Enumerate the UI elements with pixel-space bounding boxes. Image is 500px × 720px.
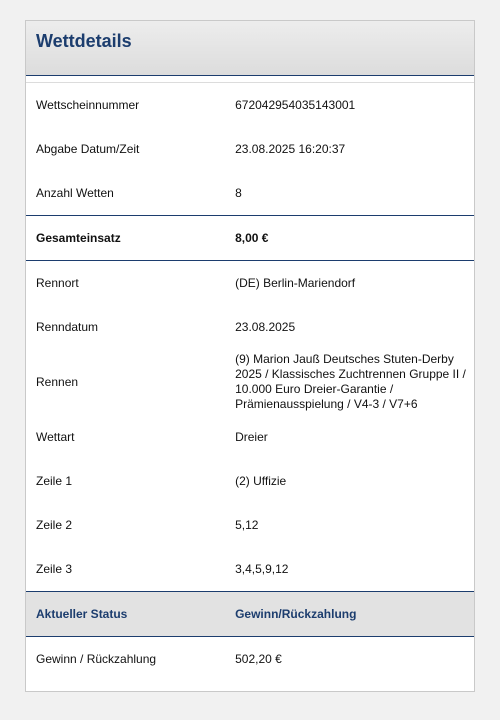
total-stake-label: Gesamteinsatz [36, 231, 121, 245]
payout-value: 502,20 € [235, 651, 282, 666]
line1-value: (2) Uffizie [235, 473, 287, 488]
venue-row [26, 261, 474, 305]
card-header [26, 21, 474, 76]
current-status-label: Aktueller Status [36, 607, 128, 621]
line3-label: Zeile 3 [36, 562, 73, 576]
race-label: Rennen [36, 375, 79, 389]
header-divider [26, 76, 474, 83]
line3-value: 3,4,5,9,12 [235, 561, 289, 576]
bet-details-card [25, 20, 475, 692]
bet-type-row [26, 415, 474, 459]
payout-label: Gewinn / Rückzahlung [36, 652, 157, 666]
line2-label: Zeile 2 [36, 518, 73, 532]
bet-count-label: Anzahl Wetten [36, 186, 114, 200]
line2-row [26, 503, 474, 547]
bet-count-value: 8 [235, 185, 242, 200]
race-value: (9) Marion Jauß Deutsches Stuten-Derby 2025 / Klassisches Zuchtrennen Gruppe II / 10.000 Euro Dreier-Garantie / Prämienausspielung / V4-3 / V7+6 [235, 352, 466, 411]
payout-row [26, 637, 474, 681]
line3-row [26, 547, 474, 591]
bet-type-value: Dreier [235, 429, 268, 444]
total-stake-row [26, 215, 474, 261]
line1-label: Zeile 1 [36, 474, 73, 488]
total-stake-value: 8,00 € [235, 230, 269, 245]
ticket-number-label: Wettscheinnummer [36, 98, 140, 112]
race-date-row [26, 305, 474, 349]
submitted-label: Abgabe Datum/Zeit [36, 142, 140, 156]
line2-value: 5,12 [235, 517, 259, 532]
submitted-value: 23.08.2025 16:20:37 [235, 141, 346, 156]
current-status-value: Gewinn/Rückzahlung [235, 606, 357, 621]
page-title: Wettdetails [36, 31, 132, 51]
line1-row [26, 459, 474, 503]
ticket-number-value: 672042954035143001 [235, 97, 356, 112]
race-date-value: 23.08.2025 [235, 319, 296, 334]
venue-label: Rennort [36, 276, 79, 290]
current-status-row [26, 591, 474, 637]
submitted-row [26, 127, 474, 171]
race-date-label: Renndatum [36, 320, 99, 334]
bet-type-label: Wettart [36, 430, 75, 444]
race-row [26, 349, 474, 415]
bet-count-row [26, 171, 474, 215]
venue-value: (DE) Berlin-Mariendorf [235, 275, 356, 290]
ticket-number-row [26, 83, 474, 127]
